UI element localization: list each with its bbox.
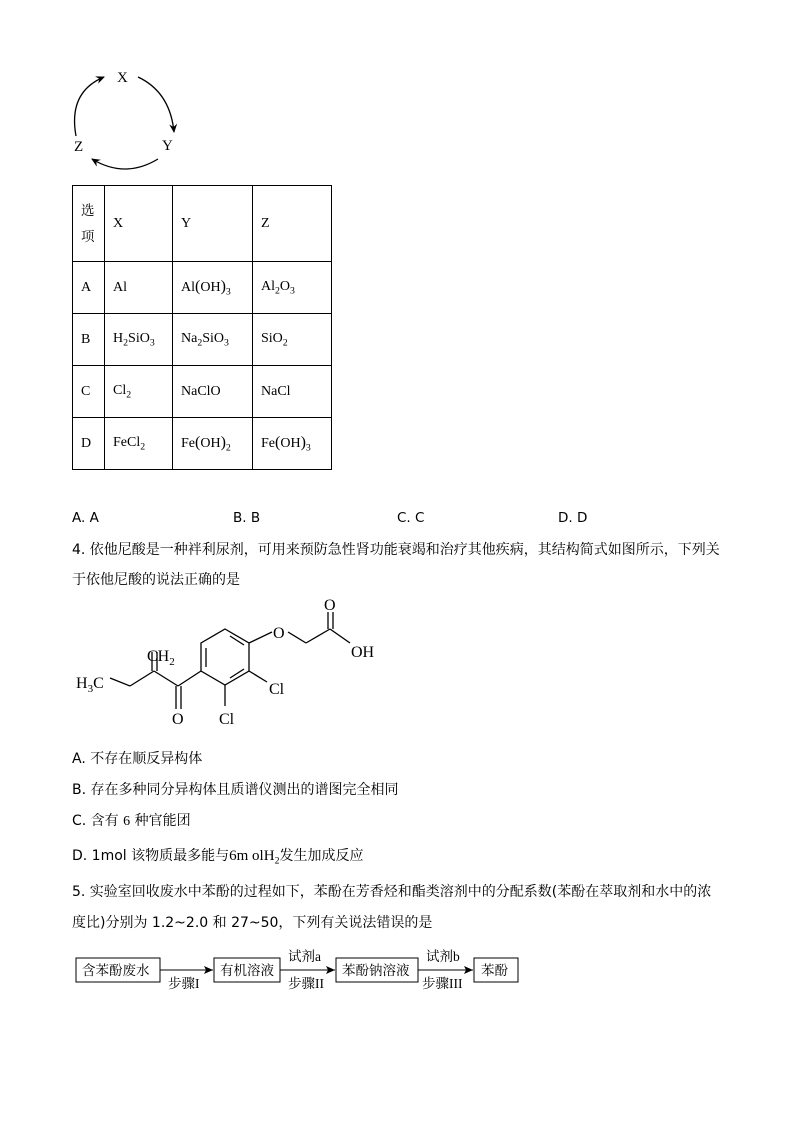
answer-choice-c[interactable]: C. C xyxy=(397,510,425,526)
flow-label-organic: 有机溶液 xyxy=(220,963,274,978)
ring-double-bond xyxy=(230,636,244,645)
bond xyxy=(306,629,330,643)
cell-z xyxy=(253,314,332,366)
q4-choice-c-pre: C. 含有 xyxy=(72,813,119,829)
question-4-line-1: 4. 依他尼酸是一种袢利尿剂，可用来预防急性肾功能衰竭和治疗其他疾病，其结构简式如图所示，下列关 xyxy=(72,542,720,558)
row-option: A xyxy=(73,262,105,314)
formula-part: OH xyxy=(280,435,301,451)
formula-part: FeCl xyxy=(113,434,141,450)
formula-part: O xyxy=(279,278,291,294)
ethacrynic-acid-structure xyxy=(70,596,390,741)
options-table xyxy=(72,185,332,470)
formula-subscript: 3 xyxy=(290,285,295,297)
formula-subscript: 3 xyxy=(225,286,231,298)
label-x: X xyxy=(117,70,128,86)
q5-flow-diagram xyxy=(72,944,532,992)
q4-choice-c-post: 种官能团 xyxy=(134,813,191,829)
bond xyxy=(154,671,178,686)
formula-part: Fe xyxy=(261,435,275,451)
label-ether-o: O xyxy=(273,625,285,642)
header-y: Y xyxy=(173,186,253,262)
formula-subscript: 3 xyxy=(305,442,311,454)
cycle-diagram xyxy=(60,62,195,180)
formula-part: Al xyxy=(261,278,275,294)
formula-subscript: 3 xyxy=(149,337,155,349)
bond xyxy=(330,629,350,643)
label-acid-o: O xyxy=(324,597,336,614)
answer-choice-d[interactable]: D. D xyxy=(558,510,588,526)
cell-y: $Al(OH)_3$ xyxy=(173,262,253,314)
cell-x: Al xyxy=(105,262,173,314)
q4-choice-d-sub: 2 xyxy=(274,855,280,867)
cell-y: $Fe(OH)_2$ xyxy=(173,418,253,470)
label-ch2: $CH_2$ xyxy=(147,648,175,668)
answer-choice-a[interactable]: A. A xyxy=(72,510,99,526)
flow-label-wastewater: 含苯酚废水 xyxy=(82,963,150,978)
label-cl-lower: Cl xyxy=(219,711,235,728)
flow-label-phenoxide: 苯酚钠溶液 xyxy=(342,963,410,978)
q4-choice-c[interactable] xyxy=(72,810,191,830)
bond xyxy=(110,678,130,686)
q4-choice-d[interactable] xyxy=(72,845,363,866)
question-4-line-2: 于依他尼酸的说法正确的是 xyxy=(72,572,240,588)
benzene-ring xyxy=(201,629,249,685)
cell-x xyxy=(105,418,173,470)
formula-part: OH xyxy=(200,435,221,451)
formula-subscript: 2 xyxy=(275,285,280,297)
bond xyxy=(249,632,272,643)
flow-reagent-b: 试剂b xyxy=(426,949,460,964)
cell-y xyxy=(173,314,253,366)
formula-part: Na xyxy=(181,330,198,346)
header-option-char: 项 xyxy=(81,228,95,245)
cell-x xyxy=(105,366,173,418)
header-option xyxy=(73,186,105,262)
table-row xyxy=(73,366,332,418)
cell-z xyxy=(253,262,332,314)
table-row xyxy=(73,262,332,314)
formula-subscript: 2 xyxy=(123,337,129,349)
flow-step-3: 步骤III xyxy=(422,976,463,991)
row-option: C xyxy=(73,366,105,418)
q4-choice-d-num: 6m olH xyxy=(229,848,275,864)
label-oh: OH xyxy=(351,644,375,661)
formula-subscript: 2 xyxy=(140,441,146,453)
bond xyxy=(249,671,267,682)
cell-z: NaCl xyxy=(253,366,332,418)
q4-choice-c-num: 6 xyxy=(123,814,131,829)
label-carbonyl-o: O xyxy=(172,711,184,728)
label-h3c: $H_3C$ xyxy=(76,675,104,695)
flow-reagent-a: 试剂a xyxy=(288,949,321,964)
q4-choice-b[interactable]: B. 存在多种同分异构体且质谱仪测出的谱图完全相同 xyxy=(72,782,399,798)
bond xyxy=(288,632,306,643)
bond xyxy=(178,671,201,686)
formula-part: Al xyxy=(181,279,195,295)
q4-choice-d-post: 发生加成反应 xyxy=(279,848,364,864)
cell-x xyxy=(105,314,173,366)
arrow-x-to-y xyxy=(138,77,174,132)
flow-step-2: 步骤II xyxy=(288,976,324,991)
arrow-y-to-z xyxy=(92,159,158,169)
row-option: D xyxy=(73,418,105,470)
question-5-line-1: 5. 实验室回收废水中苯酚的过程如下，苯酚在芳香烃和酯类溶剂中的分配系数(苯酚在萃取剂和水中的浓 xyxy=(72,884,712,900)
flow-step-1: 步骤I xyxy=(168,976,200,991)
row-option: B xyxy=(73,314,105,366)
table-row xyxy=(73,418,332,470)
cell-z: $Fe(OH)_3$ xyxy=(253,418,332,470)
header-x: X xyxy=(105,186,173,262)
header-option-text xyxy=(81,198,104,250)
formula-subscript: 3 xyxy=(224,337,229,349)
formula-part: SiO xyxy=(261,330,283,346)
table-row xyxy=(73,314,332,366)
formula-part: Fe xyxy=(181,435,195,451)
formula-subscript: 2 xyxy=(282,337,288,349)
bond xyxy=(130,671,154,686)
label-z: Z xyxy=(74,139,84,155)
label-y: Y xyxy=(162,138,173,154)
ring-double-bond xyxy=(230,669,244,678)
formula-part: SiO xyxy=(202,330,225,346)
arrow-z-to-x xyxy=(75,77,104,136)
q4-choice-a[interactable]: A. 不存在顺反异构体 xyxy=(72,751,203,767)
formula-subscript: 2 xyxy=(225,442,231,454)
formula-part: SiO xyxy=(128,330,150,346)
answer-choice-b[interactable]: B. B xyxy=(233,510,261,526)
q4-choice-d-pre: D. 1mol 该物质最多能与 xyxy=(72,848,230,864)
cell-y: NaClO xyxy=(173,366,253,418)
formula-part: Cl xyxy=(113,382,127,398)
header-option-char: 选 xyxy=(81,202,95,219)
formula-subscript: 2 xyxy=(126,389,132,401)
formula-part: OH xyxy=(200,279,221,295)
label-cl-upper: Cl xyxy=(269,681,285,698)
formula-part: H xyxy=(113,330,124,346)
formula-subscript: 2 xyxy=(197,337,203,349)
table-header-row xyxy=(73,186,332,262)
flow-label-phenol: 苯酚 xyxy=(481,963,508,978)
question-5-line-2: 度比)分别为 1.2~2.0 和 27~50，下列有关说法错误的是 xyxy=(72,915,433,931)
header-z: Z xyxy=(253,186,332,262)
